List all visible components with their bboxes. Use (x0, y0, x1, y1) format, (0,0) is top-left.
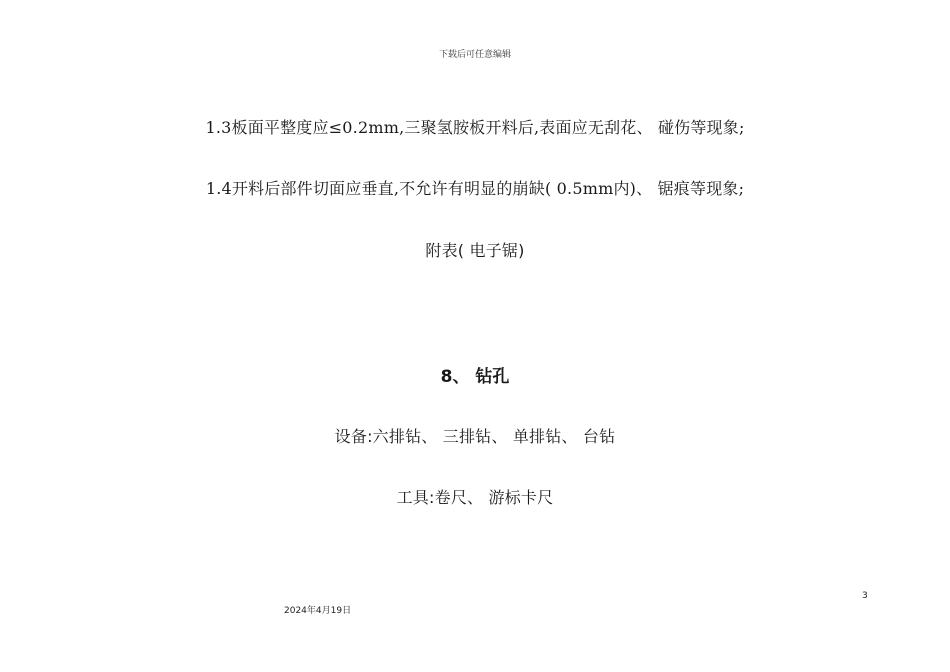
equipment-line: 设备:六排钻、 三排钻、 单排钻、 台钻 (334, 427, 616, 446)
section-title-drilling: 8、 钻孔 (440, 367, 510, 387)
clause-1-4: 1.4开料后部件切面应垂直,不允许有明显的崩缺( 0.5mm内)、 锯痕等现象; (205, 179, 745, 198)
appendix-label: 附表( 电子锯) (425, 241, 525, 260)
footer-date: 2024年4月19日 (284, 606, 352, 616)
tools-line: 工具:卷尺、 游标卡尺 (396, 488, 554, 507)
page-number: 3 (862, 591, 868, 601)
header-note: 下载后可任意编辑 (438, 50, 511, 60)
clause-1-3: 1.3板面平整度应≤0.2mm,三聚氢胺板开料后,表面应无刮花、 碰伤等现象; (205, 118, 745, 137)
